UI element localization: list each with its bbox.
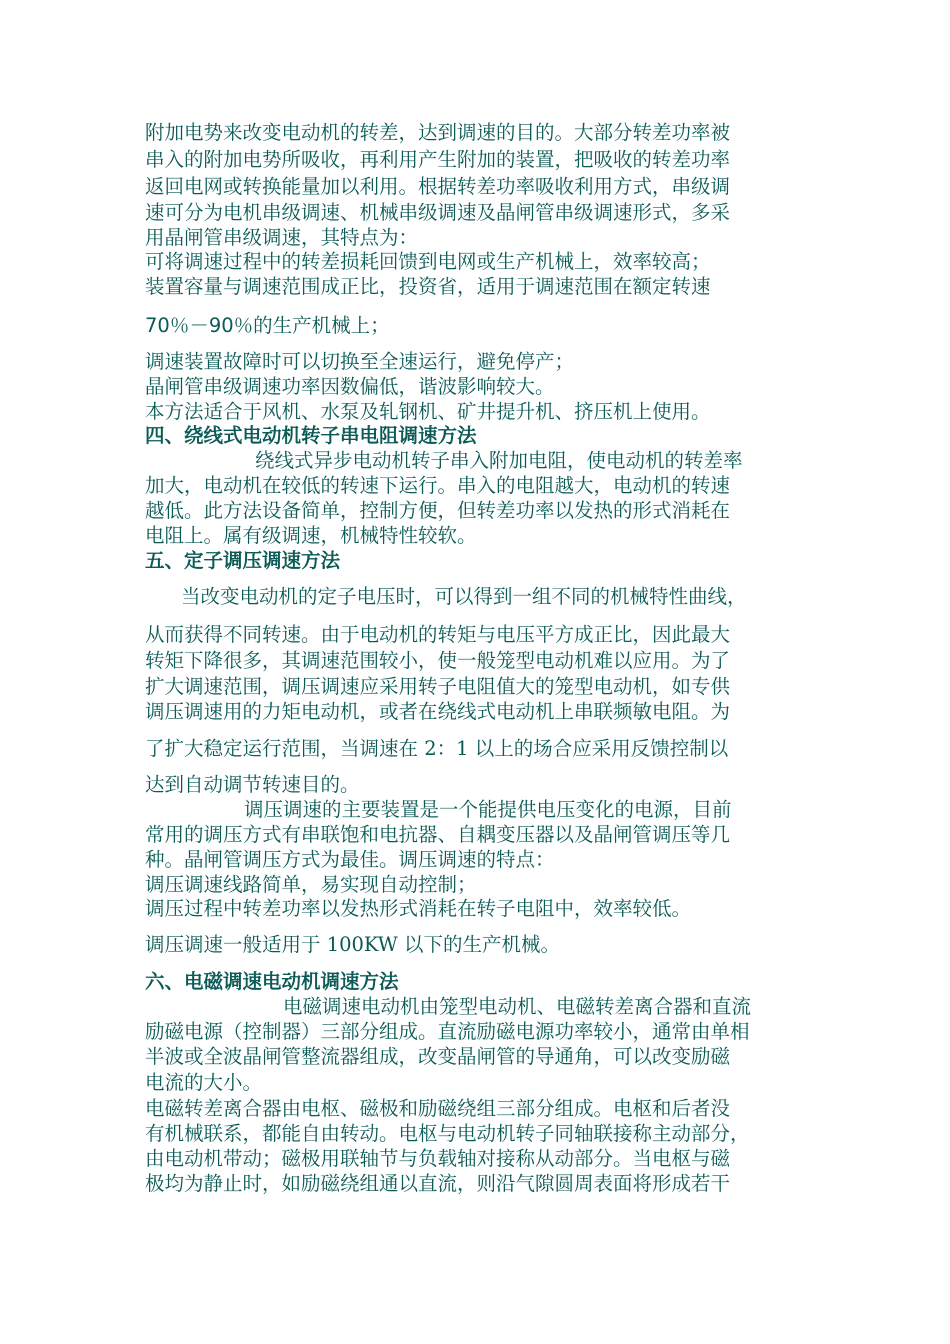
paragraph-line: 电磁调速电动机由笼型电动机、电磁转差离合器和直流	[283, 995, 752, 1018]
paragraph-line: 加大，电动机在较低的转速下运行。串入的电阻越大，电动机的转速	[145, 474, 731, 497]
paragraph-line: 调压调速线路简单，易实现自动控制；	[145, 873, 477, 896]
paragraph-line: 附加电势来改变电动机的转差，达到调速的目的。大部分转差功率被	[145, 121, 731, 144]
paragraph-line: 装置容量与调速范围成正比，投资省，适用于调速范围在额定转速	[145, 275, 711, 298]
section-heading-5: 五、定子调压调速方法	[145, 549, 341, 572]
section-heading-6: 六、电磁调速电动机调速方法	[145, 970, 399, 993]
paragraph-line: 越低。此方法设备简单，控制方便，但转差功率以发热的形式消耗在	[145, 499, 731, 522]
paragraph-line: 调压调速用的力矩电动机，或者在绕线式电动机上串联频敏电阻。为	[145, 700, 731, 723]
section-heading-4: 四、绕线式电动机转子串电阻调速方法	[145, 424, 477, 447]
paragraph-line: 调压调速的主要装置是一个能提供电压变化的电源，目前	[244, 798, 732, 821]
paragraph-line: 用晶闸管串级调速，其特点为：	[145, 226, 419, 249]
paragraph-line: 达到自动调节转速目的。	[145, 773, 360, 796]
paragraph-line: 串入的附加电势所吸收，再利用产生附加的装置，把吸收的转差功率	[145, 148, 731, 171]
paragraph-line: 电磁转差离合器由电枢、磁极和励磁绕组三部分组成。电枢和后者没	[145, 1097, 731, 1120]
paragraph-line: 速可分为电机串级调速、机械串级调速及晶闸管串级调速形式，多采	[145, 201, 731, 224]
paragraph-line: 可将调速过程中的转差损耗回馈到电网或生产机械上，效率较高；	[145, 250, 711, 273]
paragraph-line: 半波或全波晶闸管整流器组成，改变晶闸管的导通角，可以改变励磁	[145, 1045, 731, 1068]
paragraph-line: 本方法适合于风机、水泵及轧钢机、矿井提升机、挤压机上使用。	[145, 400, 711, 423]
paragraph-line: 从而获得不同转速。由于电动机的转矩与电压平方成正比，因此最大	[145, 623, 731, 646]
paragraph-line: 当改变电动机的定子电压时，可以得到一组不同的机械特性曲线，	[181, 585, 747, 608]
paragraph-line: 扩大调速范围，调压调速应采用转子电阻值大的笼型电动机，如专供	[145, 675, 731, 698]
paragraph-line: 由电动机带动；磁极用联轴节与负载轴对接称从动部分。当电枢与磁	[145, 1147, 731, 1170]
paragraph-line: 绕线式异步电动机转子串入附加电阻，使电动机的转差率	[255, 449, 743, 472]
paragraph-line: 有机械联系，都能自由转动。电枢与电动机转子同轴联接称主动部分，	[145, 1122, 750, 1145]
paragraph-line: 常用的调压方式有串联饱和电抗器、自耦变压器以及晶闸管调压等几	[145, 823, 731, 846]
paragraph-line: 极均为静止时，如励磁绕组通以直流，则沿气隙圆周表面将形成若干	[145, 1172, 731, 1195]
paragraph-line: 70％－90％的生产机械上；	[145, 314, 390, 337]
paragraph-line: 电流的大小。	[145, 1071, 263, 1094]
paragraph-line: 调速装置故障时可以切换至全速运行，避免停产；	[145, 350, 575, 373]
paragraph-line: 电阻上。属有级调速，机械特性较软。	[145, 524, 477, 547]
paragraph-line: 转矩下降很多，其调速范围较小，使一般笼型电动机难以应用。为了	[145, 649, 731, 672]
paragraph-line: 了扩大稳定运行范围，当调速在 2：1 以上的场合应采用反馈控制以	[145, 737, 729, 760]
paragraph-line: 调压过程中转差功率以发热形式消耗在转子电阻中，效率较低。	[145, 897, 692, 920]
paragraph-line: 调压调速一般适用于 100KW 以下的生产机械。	[145, 933, 561, 956]
paragraph-line: 返回电网或转换能量加以利用。根据转差功率吸收利用方式，串级调	[145, 175, 731, 198]
paragraph-line: 晶闸管串级调速功率因数偏低，谐波影响较大。	[145, 375, 555, 398]
paragraph-line: 励磁电源（控制器）三部分组成。直流励磁电源功率较小，通常由单相	[145, 1020, 750, 1043]
paragraph-line: 种。晶闸管调压方式为最佳。调压调速的特点：	[145, 848, 555, 871]
